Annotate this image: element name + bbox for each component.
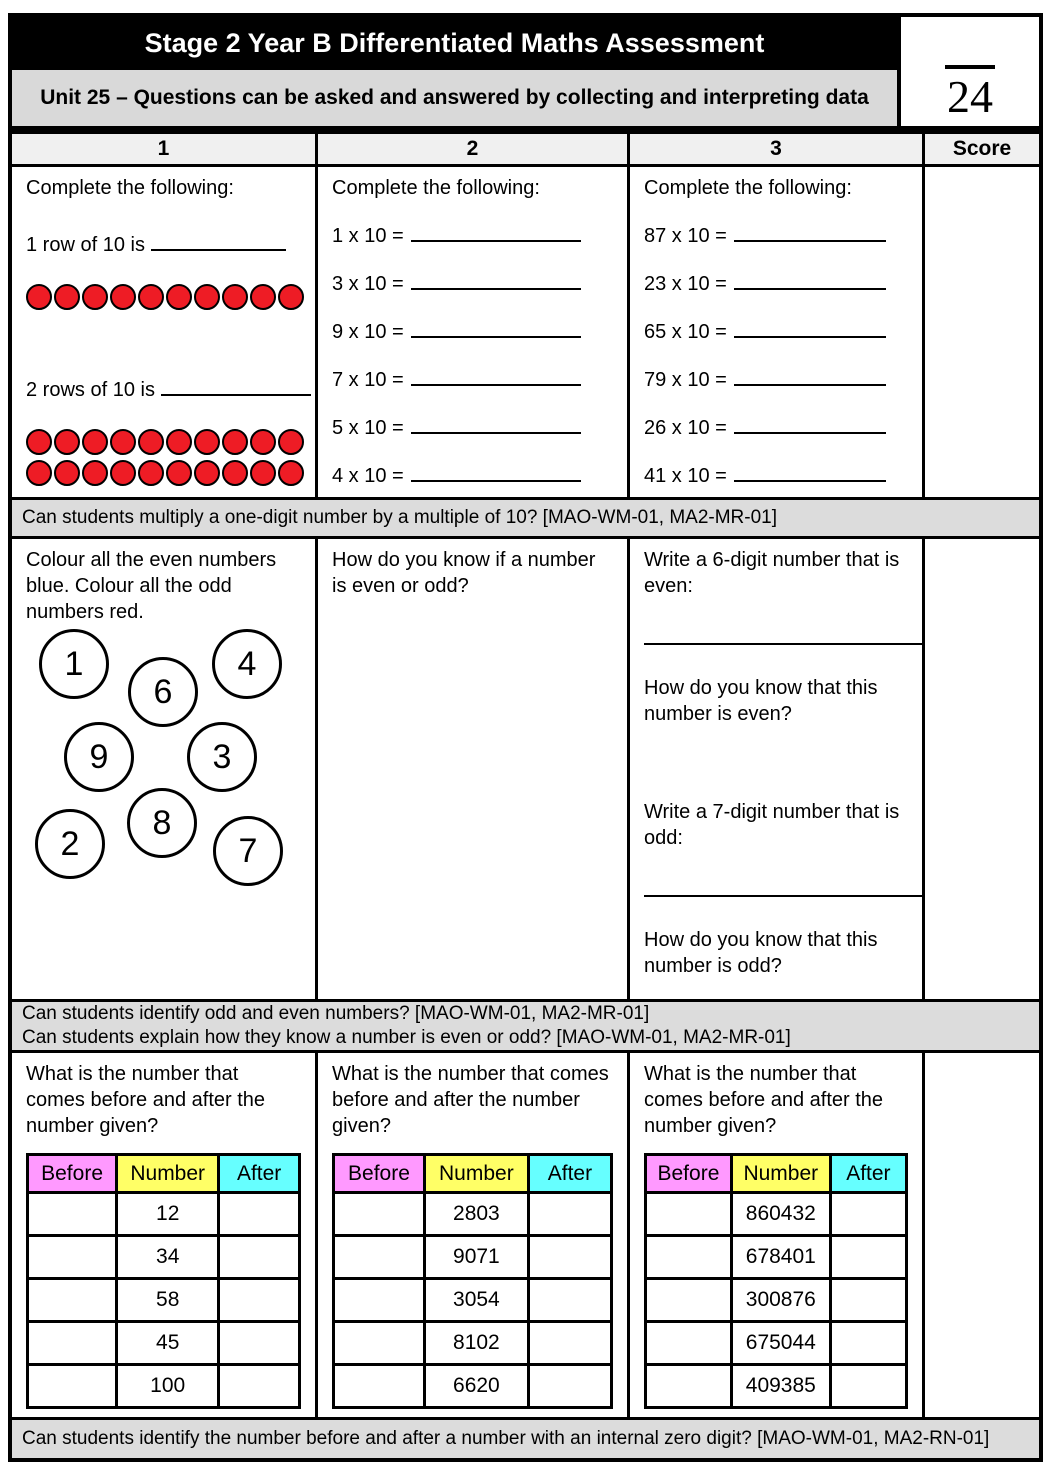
criteria-band: [12, 1420, 1039, 1458]
table-header-row: [28, 1155, 300, 1193]
question-row1-col1: [12, 167, 315, 497]
question-row2-col3: [630, 539, 922, 999]
before-cell: [28, 1236, 117, 1279]
counter-dot: [194, 460, 220, 486]
question-row1-col2: [318, 167, 627, 497]
number-circle: 9: [64, 722, 134, 792]
before-cell: [334, 1193, 425, 1236]
equation-line: [332, 270, 613, 297]
after-cell: [830, 1236, 906, 1279]
question-row3-col3: [630, 1053, 922, 1417]
number-circle: 4: [212, 629, 282, 699]
after-header: After: [528, 1155, 611, 1193]
answer-blank: [161, 376, 311, 396]
counter-dot: [110, 429, 136, 455]
before-number-after-table: [26, 1153, 301, 1409]
counter-dot: [166, 284, 192, 310]
before-header: Before: [646, 1155, 732, 1193]
counter-dot: [166, 460, 192, 486]
question-prompt: What is the number that comes before and after the number given?: [644, 1063, 884, 1137]
number-cell: 58: [117, 1279, 219, 1322]
after-cell: [528, 1365, 611, 1408]
number-cell: 409385: [731, 1365, 830, 1408]
after-cell: [528, 1279, 611, 1322]
equation-text: 26 x 10 =: [644, 417, 727, 439]
criteria-text: Can students identify the number before and after a number with an internal zero digit? [MAO-WM-01, MA2-RN-01]: [22, 1428, 990, 1450]
question-row3-col2: [318, 1053, 627, 1417]
equation-line: [644, 222, 908, 249]
answer-blank: [411, 462, 581, 482]
score-cell-row1: [925, 167, 1039, 497]
equation-line: [332, 222, 613, 249]
counter-dot: [250, 284, 276, 310]
after-cell: [830, 1365, 906, 1408]
column-header-score: Score: [925, 134, 1039, 164]
answer-blank: [734, 270, 886, 290]
before-cell: [646, 1193, 732, 1236]
counter-dot: [138, 284, 164, 310]
table-row: [646, 1322, 907, 1365]
answer-blank: [644, 895, 922, 897]
before-cell: [28, 1279, 117, 1322]
dot-row: [26, 429, 301, 455]
number-cell: 12: [117, 1193, 219, 1236]
equation-text: 65 x 10 =: [644, 321, 727, 343]
answer-blank: [411, 366, 581, 386]
table-row: [28, 1322, 300, 1365]
equation-text: 79 x 10 =: [644, 369, 727, 391]
assessment-grid: [8, 130, 1043, 1462]
number-header: Number: [731, 1155, 830, 1193]
answer-blank: [734, 318, 886, 338]
question-text: 1 row of 10 is: [26, 234, 145, 256]
number-cell: 45: [117, 1322, 219, 1365]
answer-blank: [411, 222, 581, 242]
criteria-band: [12, 500, 1039, 536]
question-prompt: Write a 6-digit number that is even:: [644, 549, 900, 597]
table-row: [646, 1193, 907, 1236]
criteria-text: Can students multiply a one-digit number by a multiple of 10? [MAO-WM-01, MA2-MR-01]: [22, 507, 778, 529]
after-header: After: [830, 1155, 906, 1193]
number-circle: 8: [127, 788, 197, 858]
question-heading: Complete the following:: [26, 177, 234, 199]
equation-text: 1 x 10 =: [332, 225, 404, 247]
counter-dot: [54, 460, 80, 486]
counter-dot: [26, 429, 52, 455]
question-prompt: What is the number that comes before and after the number given?: [332, 1063, 609, 1137]
table-row: [334, 1322, 612, 1365]
question-text: 2 rows of 10 is: [26, 379, 155, 401]
dot-row: [26, 460, 301, 486]
score-total: 24: [947, 71, 993, 122]
equation-line: [332, 414, 613, 441]
before-cell: [28, 1365, 117, 1408]
question-row1-col3: [630, 167, 922, 497]
number-cell: 678401: [731, 1236, 830, 1279]
counter-dot: [138, 429, 164, 455]
number-cell: 860432: [731, 1193, 830, 1236]
before-cell: [334, 1236, 425, 1279]
question-row2-col2: [318, 539, 627, 999]
score-cell-row2: [925, 539, 1039, 999]
before-cell: [646, 1365, 732, 1408]
question-prompt: How do you know if a number is even or odd?: [332, 549, 596, 597]
equation-line: [644, 462, 908, 489]
equation-text: 41 x 10 =: [644, 465, 727, 487]
after-cell: [528, 1193, 611, 1236]
number-cell: 3054: [424, 1279, 528, 1322]
table-row: [28, 1236, 300, 1279]
after-cell: [219, 1193, 300, 1236]
equation-line: [644, 414, 908, 441]
question-row2-col1: [12, 539, 315, 999]
table-row: [646, 1365, 907, 1408]
after-cell: [219, 1279, 300, 1322]
answer-blank: [734, 462, 886, 482]
counter-dot: [222, 460, 248, 486]
number-cell: 2803: [424, 1193, 528, 1236]
before-cell: [28, 1193, 117, 1236]
table-row: [334, 1193, 612, 1236]
score-box: [897, 17, 1039, 126]
number-cell: 34: [117, 1236, 219, 1279]
counter-dot: [138, 460, 164, 486]
after-cell: [219, 1365, 300, 1408]
answer-blank: [411, 414, 581, 434]
dot-row: [26, 284, 301, 310]
counter-dot: [54, 429, 80, 455]
header-section: [8, 13, 1043, 130]
before-header: Before: [334, 1155, 425, 1193]
answer-blank: [411, 270, 581, 290]
after-header: After: [219, 1155, 300, 1193]
equation-line: [332, 462, 613, 489]
counter-dot: [110, 284, 136, 310]
counter-dot: [222, 429, 248, 455]
table-row: [28, 1279, 300, 1322]
table-header-row: [334, 1155, 612, 1193]
before-number-after-table: [644, 1153, 908, 1409]
counter-dot: [82, 284, 108, 310]
question-prompt: Colour all the even numbers blue. Colour all the odd numbers red.: [26, 549, 277, 623]
after-cell: [830, 1279, 906, 1322]
counter-dot: [222, 284, 248, 310]
after-cell: [219, 1322, 300, 1365]
fill-in-line: [26, 376, 301, 403]
question-prompt: What is the number that comes before and after the number given?: [26, 1063, 266, 1137]
counter-dot: [26, 284, 52, 310]
before-cell: [646, 1236, 732, 1279]
before-cell: [28, 1322, 117, 1365]
answer-blank: [411, 318, 581, 338]
equation-line: [644, 270, 908, 297]
answer-blank: [734, 366, 886, 386]
score-cell-row3: [925, 1053, 1039, 1417]
answer-blank: [734, 222, 886, 242]
table-row: [28, 1193, 300, 1236]
after-cell: [219, 1236, 300, 1279]
table-row: [334, 1365, 612, 1408]
column-header-3: 3: [630, 134, 922, 164]
equation-text: 87 x 10 =: [644, 225, 727, 247]
table-row: [646, 1279, 907, 1322]
before-cell: [334, 1322, 425, 1365]
number-circle: 3: [187, 722, 257, 792]
after-cell: [528, 1236, 611, 1279]
counter-dot: [194, 284, 220, 310]
table-row: [646, 1236, 907, 1279]
number-circle: 2: [35, 809, 105, 879]
number-header: Number: [117, 1155, 219, 1193]
counter-dot: [278, 429, 304, 455]
number-cell: 300876: [731, 1279, 830, 1322]
counter-dot: [82, 460, 108, 486]
before-header: Before: [28, 1155, 117, 1193]
counter-dot: [82, 429, 108, 455]
after-cell: [830, 1193, 906, 1236]
equation-line: [332, 318, 613, 345]
question-prompt: How do you know that this number is odd?: [644, 929, 878, 977]
answer-blank: [644, 643, 922, 645]
equation-line: [644, 318, 908, 345]
table-header-row: [646, 1155, 907, 1193]
number-circle: 1: [39, 629, 109, 699]
counter-dot: [54, 284, 80, 310]
number-cell: 100: [117, 1365, 219, 1408]
unit-subtitle: Unit 25 – Questions can be asked and answered by collecting and interpreting data: [12, 70, 897, 126]
counter-dot: [110, 460, 136, 486]
fill-in-line: [26, 231, 301, 258]
number-cell: 6620: [424, 1365, 528, 1408]
column-header-1: 1: [12, 134, 315, 164]
answer-blank: [734, 414, 886, 434]
equation-text: 4 x 10 =: [332, 465, 404, 487]
before-cell: [646, 1279, 732, 1322]
column-header-2: 2: [318, 134, 627, 164]
criteria-band: [12, 1002, 1039, 1050]
table-row: [334, 1279, 612, 1322]
table-row: [334, 1236, 612, 1279]
header-left: [12, 17, 897, 126]
question-heading: Complete the following:: [332, 177, 540, 199]
number-circle: 7: [213, 816, 283, 886]
before-cell: [334, 1279, 425, 1322]
equation-line: [644, 366, 908, 393]
table-row: [28, 1365, 300, 1408]
counter-dot: [194, 429, 220, 455]
counter-dot: [166, 429, 192, 455]
before-cell: [334, 1365, 425, 1408]
before-cell: [646, 1322, 732, 1365]
counter-dot: [278, 284, 304, 310]
after-cell: [830, 1322, 906, 1365]
before-number-after-table: [332, 1153, 613, 1409]
number-cell: 675044: [731, 1322, 830, 1365]
counter-dot: [278, 460, 304, 486]
question-prompt: How do you know that this number is even?: [644, 677, 878, 725]
criteria-text: Can students identify odd and even numbers? [MAO-WM-01, MA2-MR-01]: [22, 1003, 650, 1025]
equation-line: [332, 366, 613, 393]
equation-text: 9 x 10 =: [332, 321, 404, 343]
number-cell: 9071: [424, 1236, 528, 1279]
equation-text: 7 x 10 =: [332, 369, 404, 391]
question-row3-col1: [12, 1053, 315, 1417]
question-prompt: Write a 7-digit number that is odd:: [644, 801, 900, 849]
counter-dot: [250, 460, 276, 486]
equation-text: 3 x 10 =: [332, 273, 404, 295]
number-circle: 6: [128, 657, 198, 727]
number-cell: 8102: [424, 1322, 528, 1365]
after-cell: [528, 1322, 611, 1365]
number-header: Number: [424, 1155, 528, 1193]
criteria-text: Can students explain how they know a number is even or odd? [MAO-WM-01, MA2-MR-01]: [22, 1027, 791, 1048]
equation-text: 23 x 10 =: [644, 273, 727, 295]
answer-blank: [151, 231, 286, 251]
page-title: Stage 2 Year B Differentiated Maths Assessment: [12, 17, 897, 70]
question-heading: Complete the following:: [644, 177, 852, 199]
counter-dot: [250, 429, 276, 455]
counter-dot: [26, 460, 52, 486]
score-fraction-bar: [945, 65, 995, 69]
equation-text: 5 x 10 =: [332, 417, 404, 439]
